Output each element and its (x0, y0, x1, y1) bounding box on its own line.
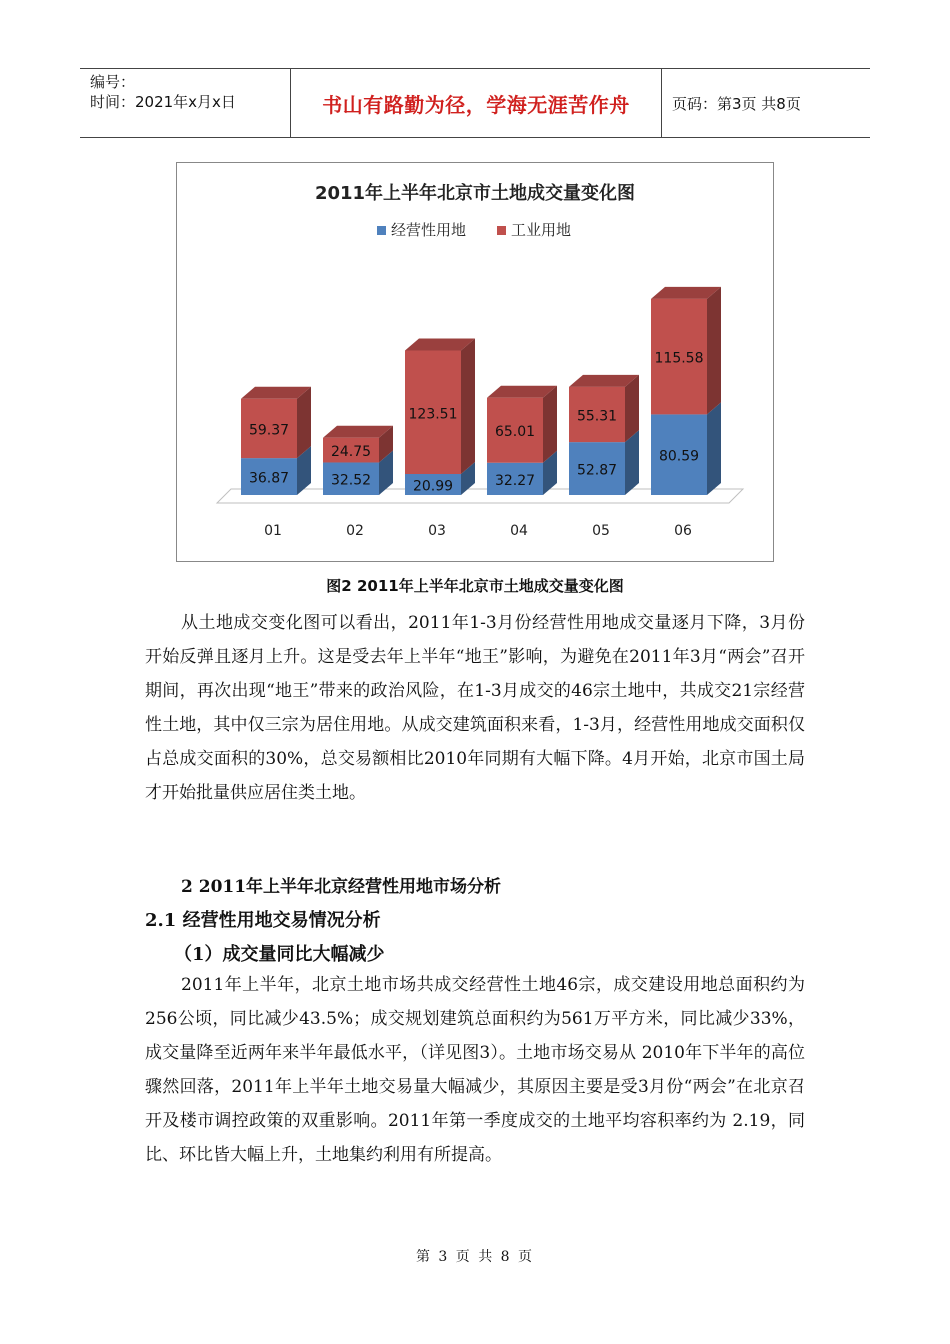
data-label-industrial-02: 24.75 (330, 444, 372, 461)
tick-label-05: 05 (592, 523, 610, 539)
sub-subsection-heading: （1）成交量同比大幅减少 (174, 944, 385, 965)
data-label-business-06: 80.59 (658, 448, 700, 465)
tick-label-01: 01 (264, 523, 282, 539)
bar-side-industrial-01 (297, 387, 311, 458)
tick-label-04: 04 (510, 523, 528, 539)
figure-caption: 图2 2011年上半年北京市土地成交量变化图 (326, 577, 624, 595)
bar-side-industrial-03 (461, 339, 475, 475)
chart-title: 2011年上半年北京市土地成交量变化图 (314, 183, 636, 204)
code-label: 编号： (90, 73, 136, 91)
data-label-business-02: 32.52 (330, 472, 372, 489)
legend-label-1: 工业用地 (511, 221, 572, 239)
header-motto: 书山有路勤为径，学海无涯苦作舟 (291, 69, 662, 137)
paragraph-2: 2011年上半年，北京土地市场共成交经营性土地46宗，成交建设用地总面积约为256公顷，同比减少43.5%；成交规划建筑总面积约为561万平方米，同比减少33%，成交量降至近两年来半年最低水平，（详见图3）。土地市场交易从 2010年下半年的高位骤然回落，2011年上半年土地交易量大幅减少，其原因主要是受3月份“两会”在北京召开及楼市调控政策的双重影响。2011年第一季度成交的土地平均容积率约为 2.19，同比、环比皆大幅上升，土地集约利用有所提高。 (145, 975, 805, 1165)
data-label-business-04: 32.27 (494, 472, 536, 489)
legend-swatch-1 (497, 226, 506, 235)
section-heading: 2 2011年上半年北京经营性用地市场分析 (181, 877, 502, 897)
page-header (80, 68, 870, 138)
bar-side-business-06 (707, 402, 721, 495)
data-label-industrial-06: 115.58 (654, 350, 704, 367)
header-page-label: 页码：第3页 共8页 (672, 94, 801, 113)
paragraph-1: 从土地成交变化图可以看出，2011年1-3月份经营性用地成交量逐月下降，3月份开始反弹且逐月上升。这是受去年上半年“地王”影响，为避免在2011年3月“两会”召开期间，再次出现“地王”带来的政治风险，在1-3月成交的46宗土地中，共成交21宗经营性土地，其中仅三宗为居住用地。从成交建筑面积来看，1-3月，经营性用地成交面积仅占总成交面积的30%，总交易额相比2010年同期有大幅下降。4月开始，北京市国土局才开始批量供应居住类土地。 (145, 613, 805, 803)
tick-label-03: 03 (428, 523, 446, 539)
bar-side-industrial-04 (543, 386, 557, 463)
legend-swatch-0 (377, 226, 386, 235)
subsection-heading: 2.1 经营性用地交易情况分析 (145, 910, 381, 931)
data-label-industrial-01: 59.37 (248, 422, 290, 439)
legend-label-0: 经营性用地 (391, 221, 467, 239)
page-footer: 第 3 页 共 8 页 (415, 1249, 535, 1265)
land-transaction-chart (176, 162, 774, 562)
tick-label-06: 06 (674, 523, 692, 539)
data-label-industrial-03: 123.51 (408, 406, 458, 423)
data-label-business-03: 20.99 (412, 478, 454, 495)
data-label-business-01: 36.87 (248, 470, 290, 487)
bar-side-industrial-06 (707, 287, 721, 415)
data-label-industrial-05: 55.31 (576, 408, 618, 425)
tick-label-02: 02 (346, 523, 364, 539)
data-label-industrial-04: 65.01 (494, 424, 536, 441)
data-label-business-05: 52.87 (576, 462, 618, 479)
date-label: 时间：2021年x月x日 (90, 93, 236, 111)
header-meta (80, 69, 291, 137)
chart-svg (177, 163, 773, 561)
